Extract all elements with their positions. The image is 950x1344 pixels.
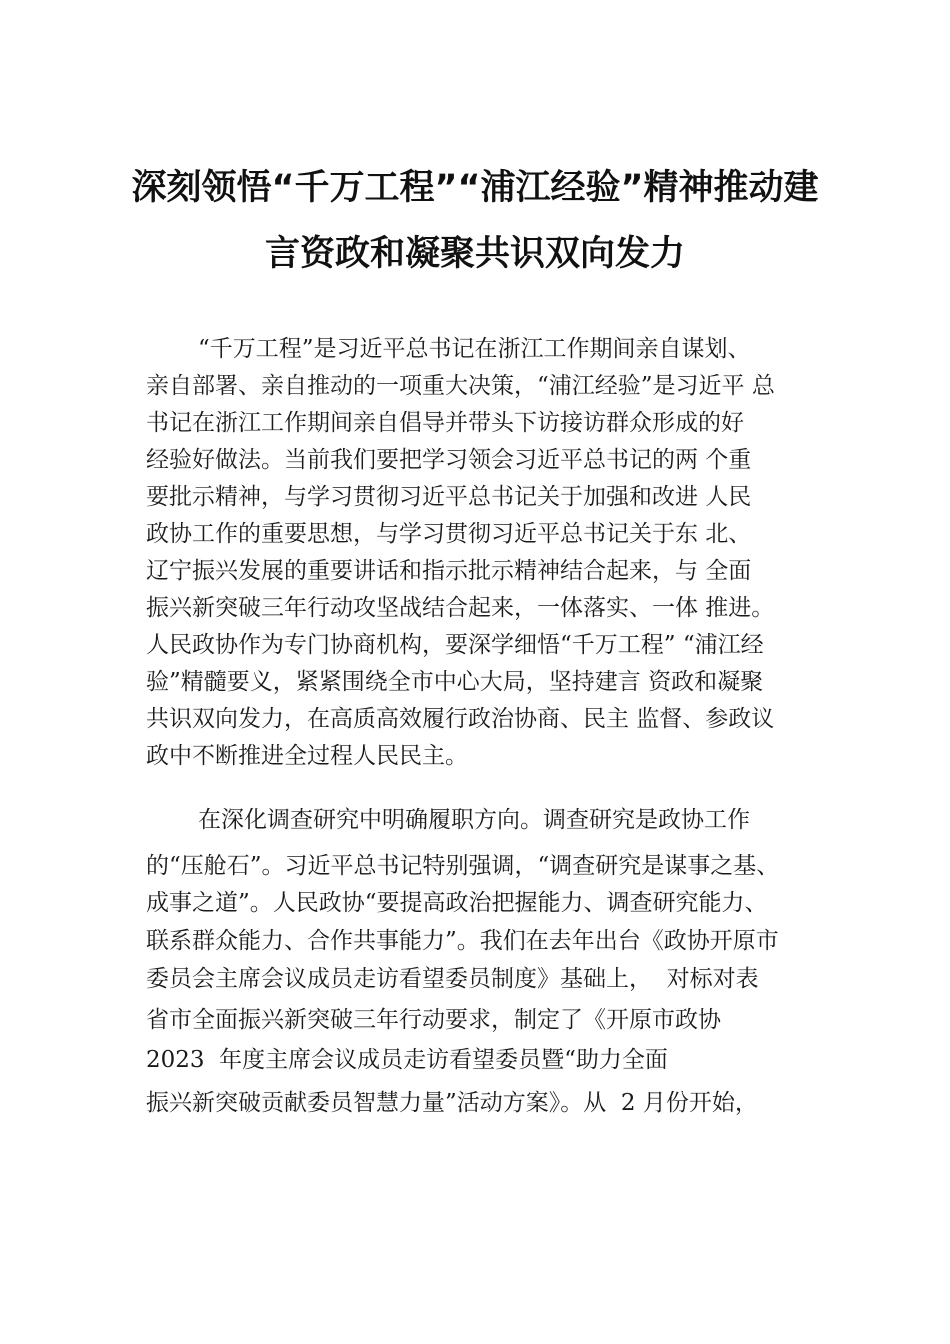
paragraph-2-line-4: 联系群众能力、合作共事能力”。我们在去年出台《政协开原市	[146, 928, 779, 954]
paragraph-1-line-3: 书记在浙江工作期间亲自倡导并带头下访接访群众形成的好	[146, 410, 744, 436]
paragraph-1-line-7: 辽宁振兴发展的重要讲话和指示批示精神结合起来，与 全面	[146, 558, 752, 584]
paragraph-1-line-5: 要批示精神，与学习贯彻习近平总书记关于加强和改进 人民	[146, 484, 752, 510]
paragraph-2-line-5: 委员会主席会议成员走访看望委员制度》基础上， 对标对表	[146, 966, 759, 992]
paragraph-1-line-10: 验”精髓要义，紧紧围绕全市中心大局，坚持建言 资政和凝聚	[146, 669, 764, 695]
paragraph-1-line-1: “千万工程”是习近平总书记在浙江工作期间亲自谋划、	[198, 336, 751, 362]
paragraph-1-line-6: 政协工作的重要思想，与学习贯彻习近平总书记关于东 北、	[146, 521, 752, 547]
paragraph-2-line-1: 在深化调查研究中明确履职方向。调查研究是政协工作	[198, 807, 750, 833]
paragraph-2-line-3: 成事之道”。人民政协“要提高政治把握能力、调查研究能力、	[146, 890, 768, 916]
document-title-line-1: 深刻领悟“千万工程”“浦江经验”精神推动建	[131, 168, 819, 208]
paragraph-1-line-9: 人民政协作为专门协商机构，要深学细悟“千万工程” “浦江经	[146, 632, 764, 658]
document-title-line-2: 言资政和凝聚共识双向发力	[264, 234, 685, 274]
paragraph-1-line-12: 政中不断推进全过程人民民主。	[146, 743, 468, 769]
paragraph-2-line-6: 省市全面振兴新突破三年行动要求，制定了《开原市政协	[146, 1007, 721, 1033]
paragraph-2-line-2: 的“压舱石”。习近平总书记特别强调，“调查研究是谋事之基、	[146, 853, 780, 879]
paragraph-2-line-8: 振兴新突破贡献委员智慧力量”活动方案》。从 2 月份开始，	[146, 1090, 758, 1116]
paragraph-2-line-7: 2023 年度主席会议成员走访看望委员暨“助力全面	[146, 1047, 668, 1073]
paragraph-1-line-11: 共识双向发力，在高质高效履行政治协商、民主 监督、参政议	[146, 706, 775, 732]
paragraph-1-line-4: 经验好做法。当前我们要把学习领会习近平总书记的两 个重	[146, 447, 752, 473]
paragraph-1-line-2: 亲自部署、亲自推动的一项重大决策，“浦江经验”是习近平 总	[146, 373, 775, 399]
paragraph-1-line-8: 振兴新突破三年行动攻坚战结合起来，一体落实、一体 推进。	[146, 595, 775, 621]
